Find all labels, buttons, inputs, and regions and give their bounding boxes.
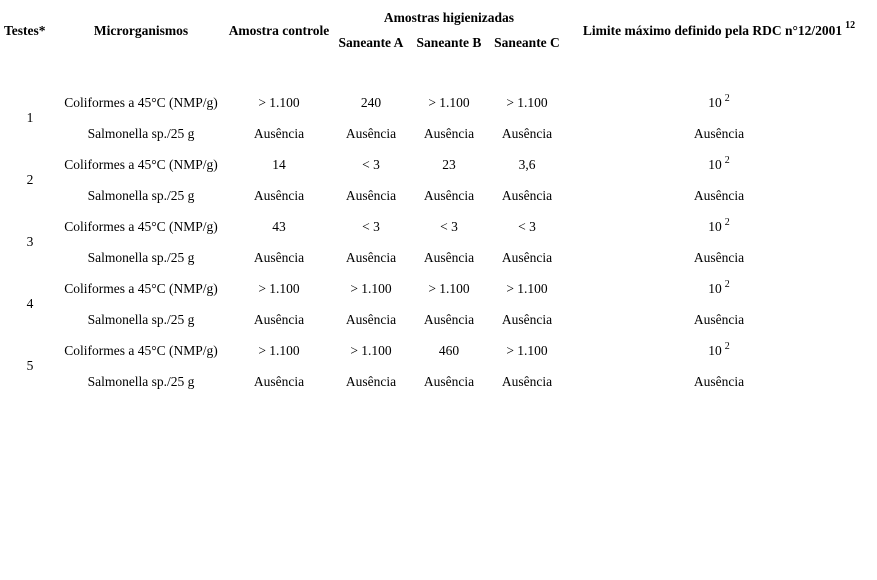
controle-cell: Ausência (253, 311, 305, 327)
saneante-c-cell: Ausência (501, 249, 553, 265)
limite-cell: Ausência (693, 249, 745, 265)
table-row (4, 335, 872, 366)
table-row (4, 304, 872, 335)
table-row (4, 87, 872, 118)
saneante-c-cell: > 1.100 (506, 280, 548, 296)
limite-cell (566, 211, 872, 242)
results-table (4, 6, 872, 397)
limite-exponent: 2 (724, 278, 730, 290)
controle-cell: Ausência (253, 373, 305, 389)
controle-cell: > 1.100 (258, 280, 300, 296)
header-saneante-b: Saneante B (416, 35, 482, 50)
controle-cell: Ausência (253, 125, 305, 141)
saneante-c-cell: Ausência (501, 187, 553, 203)
limite-base: 10 (708, 280, 722, 296)
saneante-a-cell: Ausência (345, 311, 397, 327)
limite-exponent: 2 (724, 216, 730, 228)
limite-cell: Ausência (693, 187, 745, 203)
saneante-a-cell: < 3 (362, 218, 380, 234)
header-testes: Testes* (4, 23, 46, 38)
microrganismo-cell: Salmonella sp./25 g (87, 125, 195, 141)
saneante-a-cell: Ausência (345, 373, 397, 389)
test-number: 1 (26, 110, 34, 125)
microrganismo-cell: Coliformes a 45°C (NMP/g) (64, 156, 218, 172)
saneante-b-cell: Ausência (423, 125, 475, 141)
saneante-a-cell: > 1.100 (350, 342, 392, 358)
header-limite (566, 6, 872, 56)
saneante-a-cell: Ausência (345, 249, 397, 265)
test-number: 4 (26, 296, 34, 311)
saneante-c-cell: 3,6 (518, 156, 536, 172)
saneante-c-cell: Ausência (501, 311, 553, 327)
header-microrganismos: Microrganismos (93, 23, 189, 38)
saneante-c-cell: < 3 (518, 218, 536, 234)
table-row (4, 242, 872, 273)
microrganismo-cell: Coliformes a 45°C (NMP/g) (64, 342, 218, 358)
table-row (4, 211, 872, 242)
saneante-a-cell: Ausência (345, 125, 397, 141)
controle-cell: 43 (272, 218, 286, 234)
saneante-c-cell: > 1.100 (506, 94, 548, 110)
limite-cell (566, 273, 872, 304)
saneante-b-cell: 23 (442, 156, 456, 172)
controle-cell: > 1.100 (258, 342, 300, 358)
header-amostras-higienizadas: Amostras higienizadas (383, 10, 515, 25)
test-number: 2 (26, 172, 34, 187)
header-limite-text: Limite máximo definido pela RDC n°12/2001 (582, 23, 843, 38)
test-number: 3 (26, 234, 34, 249)
saneante-a-cell: > 1.100 (350, 280, 392, 296)
microrganismo-cell: Salmonella sp./25 g (87, 249, 195, 265)
table-row (4, 118, 872, 149)
test-number: 5 (26, 358, 34, 373)
limite-base: 10 (708, 342, 722, 358)
saneante-b-cell: > 1.100 (428, 94, 470, 110)
controle-cell: 14 (272, 156, 286, 172)
limite-base: 10 (708, 218, 722, 234)
controle-cell: Ausência (253, 249, 305, 265)
header-saneante-c: Saneante C (494, 35, 560, 50)
controle-cell: > 1.100 (258, 94, 300, 110)
limite-base: 10 (708, 156, 722, 172)
microrganismo-cell: Salmonella sp./25 g (87, 373, 195, 389)
limite-cell (566, 335, 872, 366)
saneante-c-cell: Ausência (501, 373, 553, 389)
table-row (4, 149, 872, 180)
table-row (4, 366, 872, 397)
header-saneante-a: Saneante A (338, 35, 404, 50)
microrganismo-cell: Salmonella sp./25 g (87, 187, 195, 203)
saneante-b-cell: Ausência (423, 249, 475, 265)
table-row (4, 273, 872, 304)
limite-cell: Ausência (693, 373, 745, 389)
microrganismo-cell: Coliformes a 45°C (NMP/g) (64, 280, 218, 296)
microrganismo-cell: Salmonella sp./25 g (87, 311, 195, 327)
microrganismo-cell: Coliformes a 45°C (NMP/g) (64, 218, 218, 234)
saneante-b-cell: Ausência (423, 373, 475, 389)
saneante-c-cell: Ausência (501, 125, 553, 141)
limite-cell (566, 149, 872, 180)
saneante-b-cell: Ausência (423, 187, 475, 203)
limite-exponent: 2 (724, 92, 730, 104)
saneante-b-cell: > 1.100 (428, 280, 470, 296)
saneante-a-cell: Ausência (345, 187, 397, 203)
limite-cell (566, 87, 872, 118)
limite-cell: Ausência (693, 125, 745, 141)
saneante-a-cell: < 3 (362, 156, 380, 172)
saneante-a-cell: 240 (360, 94, 382, 110)
controle-cell: Ausência (253, 187, 305, 203)
table-body (4, 87, 872, 397)
table-header (4, 6, 872, 87)
microrganismo-cell: Coliformes a 45°C (NMP/g) (64, 94, 218, 110)
header-amostra-controle: Amostra controle (228, 23, 330, 38)
limite-base: 10 (708, 94, 722, 110)
saneante-b-cell: < 3 (440, 218, 458, 234)
saneante-c-cell: > 1.100 (506, 342, 548, 358)
table-row (4, 180, 872, 211)
saneante-b-cell: Ausência (423, 311, 475, 327)
limite-exponent: 2 (724, 154, 730, 166)
header-limite-reference: 12 (845, 20, 856, 31)
saneante-b-cell: 460 (438, 342, 460, 358)
limite-cell: Ausência (693, 311, 745, 327)
limite-exponent: 2 (724, 340, 730, 352)
